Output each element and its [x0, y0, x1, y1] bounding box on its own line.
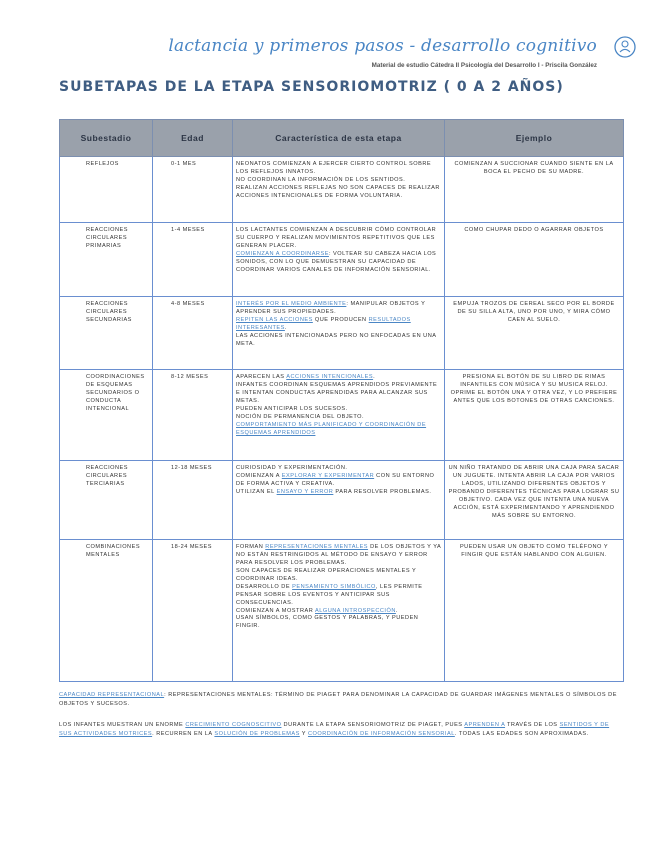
example-cell: PRESIONA EL BOTÓN DE SU LIBRO DE RIMAS INFANTILES CON MÚSICA Y SU MUSICA RELOJ. OPRIME EL BOTÓN UNA Y OTRA VEZ, Y LO PREFIERE ANTES QUE LOS BOTONES DE OTRAS CANCIONES.: [445, 370, 624, 461]
header-example: Ejemplo: [445, 120, 624, 157]
characteristic-line: [236, 185, 441, 201]
characteristic-text: PARA RESOLVER PROBLEMAS.: [333, 488, 432, 495]
age-cell: 18-24 MESES: [153, 540, 233, 682]
characteristic-text: COMIENZAN A MOSTRAR: [236, 607, 315, 614]
note-summary: [59, 721, 619, 738]
characteristic-line: [236, 301, 441, 317]
table-header-row: [60, 120, 624, 157]
age-cell: 0-1 MES: [153, 157, 233, 223]
note-representational: [59, 691, 619, 708]
characteristic-text: NO COORDINAN LA INFORMACIÓN DE LOS SENTIDOS.: [236, 176, 406, 183]
age-cell: 8-12 MESES: [153, 370, 233, 461]
characteristic-text: .: [395, 607, 398, 614]
substage-cell: COORDINACIONES DE ESQUEMAS SECUNDARIOS O CONDUCTA INTENCIONAL: [60, 370, 153, 461]
highlight-text: RESULTADOS INTERESANTES: [236, 316, 411, 331]
note-highlight: SENTIDOS Y DE SUS ACTIVIDADES MOTRICES: [59, 722, 610, 737]
table-row: [60, 297, 624, 370]
highlight-text: ENSAYO Y ERROR: [276, 488, 334, 495]
characteristics-cell: [233, 370, 445, 461]
substage-cell: REACCIONES CIRCULARES PRIMARIAS: [60, 223, 153, 297]
characteristic-line: [236, 473, 441, 489]
characteristic-line: [236, 406, 441, 414]
characteristic-text: .: [373, 374, 376, 380]
table-row: [60, 157, 624, 223]
characteristic-text: DESARROLLO DE: [236, 583, 293, 590]
characteristic-text: SON CAPACES DE REALIZAR OPERACIONES MENTALES Y COORDINAR IDEAS.: [236, 567, 417, 582]
example-cell: PUEDEN USAR UN OBJETO COMO TELÉFONO Y FINGIR QUE ESTÁN HABLANDO CON ALGUIEN.: [445, 540, 624, 682]
note-term: CAPACIDAD REPRESENTACIONAL: [59, 692, 165, 698]
highlight-text: ALGUNA INTROSPECCIÓN: [315, 607, 396, 614]
characteristic-line: [236, 333, 441, 349]
highlight-text: PENSAMIENTO SIMBÓLICO: [292, 583, 376, 590]
characteristic-text: PUEDEN ANTICIPAR LOS SUCESOS.: [236, 405, 348, 412]
characteristic-text: FORMAN: [236, 544, 266, 550]
header-age: Edad: [153, 120, 233, 157]
characteristic-text: INFANTES COORDINAN ESQUEMAS APRENDIDOS PREVIAMENTE E INTENTAN CONDUCTAS APRENDIDAS PARA ALCANZAR SUS METAS.: [236, 381, 438, 404]
example-cell: UN NIÑO TRATANDO DE ABRIR UNA CAJA PARA SACAR UN JUGUETE. INTENTA ABRIR LA CAJA POR VARIOS LADOS, UTILIZANDO DIFERENTES OBJETOS Y PROBANDO DIFERENTES TÉCNICAS PARA LOGRAR SU OBJETIVO. CADA VEZ QUE INTENTA UNA NUEVA ACCIÓN, ESTÁ EXPERIMENTANDO Y APRENDIENDO MÁS SOBRE SU ENTORNO.: [445, 461, 624, 540]
table-row: [60, 370, 624, 461]
highlight-text: ACCIONES INTENCIONALES: [286, 374, 374, 380]
note-text: Y: [299, 730, 308, 737]
characteristic-line: [236, 465, 441, 473]
characteristic-text: DE LOS OBJETOS Y YA NO ESTÁN RESTRINGIDOS AL MÉTODO DE ENSAYO Y ERROR PARA RESOLVER LOS PROBLEMAS.: [236, 544, 441, 566]
highlight-text: EXPLORAR Y EXPERIMENTAR: [281, 472, 375, 479]
substage-cell: COMBINACIONES MENTALES: [60, 540, 153, 682]
characteristic-text: USAN SÍMBOLOS, COMO GESTOS Y PALABRAS, Y PUEDEN FINGIR.: [236, 615, 419, 630]
characteristic-line: [236, 317, 441, 333]
substages-table: [59, 119, 624, 682]
note-definition: : REPRESENTACIONES MENTALES: TÉRMINO DE PIAGET PARA DENOMINAR LA CAPACIDAD DE GUARDAR IMÁGENES MENTALES O SÍMBOLOS DE OBJETOS Y SUCESOS.: [59, 692, 617, 707]
age-cell: 12-18 MESES: [153, 461, 233, 540]
characteristic-text: NEONATOS COMIENZAN A EJERCER CIERTO CONTROL SOBRE LOS REFLEJOS INNATOS.: [236, 161, 432, 175]
characteristics-cell: [233, 223, 445, 297]
example-cell: COMIENZAN A SUCCIONAR CUANDO SIENTE EN LA BOCA EL PECHO DE SU MADRE.: [445, 157, 624, 223]
note-text: LOS INFANTES MUESTRAN UN ENORME: [59, 722, 186, 728]
characteristic-text: QUE PRODUCEN: [312, 316, 369, 323]
baby-logo-icon: [614, 36, 636, 58]
characteristic-line: [236, 489, 441, 497]
characteristic-text: REALIZAN ACCIONES REFLEJAS NO SON CAPACES DE REALIZAR ACCIONES INTENCIONALES DE FORMA VOLUNTARIA.: [236, 184, 440, 199]
characteristic-text: APARECEN LAS: [236, 374, 287, 380]
highlight-text: REPITEN LAS ACCIONES: [236, 316, 313, 323]
note-text: . TODAS LAS EDADES SON APROXIMADAS.: [454, 730, 589, 737]
table-row: [60, 223, 624, 297]
characteristics-cell: [233, 461, 445, 540]
header-characteristics: Característica de esta etapa: [233, 120, 445, 157]
characteristic-line: [236, 227, 441, 251]
table-row: [60, 540, 624, 682]
header-substage: Subestadio: [60, 120, 153, 157]
characteristic-line: [236, 382, 441, 406]
table-row: [60, 461, 624, 540]
highlight-text: COMIENZAN A COORDINARSE: [236, 250, 329, 257]
characteristic-line: [236, 414, 441, 422]
example-cell: EMPUJA TROZOS DE CEREAL SECO POR EL BORDE DE SU SILLA ALTA, UNO POR UNO, Y MIRA CÓMO CAEN AL SUELO.: [445, 297, 624, 370]
note-highlight: SOLUCIÓN DE PROBLEMAS: [214, 730, 300, 737]
example-cell: COMO CHUPAR DEDO O AGARRAR OBJETOS: [445, 223, 624, 297]
characteristic-line: [236, 251, 441, 275]
age-cell: 1-4 MESES: [153, 223, 233, 297]
characteristic-line: [236, 544, 441, 568]
header-title: lactancia y primeros pasos - desarrollo cognitivo: [168, 36, 597, 56]
characteristic-line: [236, 422, 441, 438]
note-highlight: APRENDEN A: [464, 722, 506, 728]
characteristic-text: COMIENZAN A: [236, 472, 282, 479]
characteristic-text: CON SU ENTORNO DE FORMA ACTIVA Y CREATIVA.: [236, 472, 435, 487]
characteristic-text: NOCIÓN DE PERMANENCIA DEL OBJETO.: [236, 413, 365, 420]
characteristic-text: LOS LACTANTES COMIENZAN A DESCUBRIR CÓMO CONTROLAR SU CUERPO Y REALIZAN MOVIMIENTOS REPETITIVOS QUE LES GENERAN PLACER.: [236, 227, 437, 249]
characteristics-cell: [233, 540, 445, 682]
characteristic-text: : MANIPULAR OBJETOS Y APRENDER SUS PROPIEDADES.: [236, 301, 426, 315]
note-text: TRAVÉS DE LOS: [505, 722, 560, 728]
characteristic-text: .: [284, 324, 287, 331]
characteristic-text: : VOLTEAR SU CABEZA HACIA LOS SONIDOS, CON LO QUE DEMUESTRAN SU CAPACIDAD DE COORDINAR VARIOS CANALES DE INFORMACIÓN SENSORIAL.: [236, 250, 437, 273]
characteristic-text: UTILIZAN EL: [236, 488, 277, 495]
characteristic-line: [236, 161, 441, 177]
age-cell: 4-8 MESES: [153, 297, 233, 370]
characteristics-cell: [233, 297, 445, 370]
characteristic-line: [236, 615, 441, 631]
note-text: DURANTE LA ETAPA SENSORIOMOTRIZ DE PIAGET, PUES: [281, 722, 465, 728]
highlight-text: INTERÉS POR EL MEDIO AMBIENTE: [236, 301, 347, 307]
substage-cell: REACCIONES CIRCULARES TERCIARIAS: [60, 461, 153, 540]
page-title: SUBETAPAS DE LA ETAPA SENSORIOMOTRIZ ( 0 A 2 AÑOS): [59, 79, 564, 95]
characteristic-line: [236, 568, 441, 584]
characteristic-line: [236, 584, 441, 608]
characteristic-line: [236, 374, 441, 382]
characteristic-line: [236, 177, 441, 185]
characteristics-cell: [233, 157, 445, 223]
substage-cell: REFLEJOS: [60, 157, 153, 223]
highlight-text: REPRESENTACIONES MENTALES: [265, 544, 369, 550]
header-subtitle: Material de estudio Cátedra II Psicología del Desarrollo I - Priscila González: [371, 62, 597, 69]
note-text: . RECURREN EN LA: [152, 730, 215, 737]
note-highlight: COORDINACIÓN DE INFORMACIÓN SENSORIAL: [307, 730, 455, 737]
characteristic-text: , LES PERMITE PENSAR SOBRE LOS EVENTOS Y ANTICIPAR SUS CONSECUENCIAS.: [236, 583, 423, 606]
highlight-text: COMPORTAMIENTO MÁS PLANIFICADO Y COORDINACIÓN DE ESQUEMAS APRENDIDOS: [236, 421, 427, 436]
note-highlight: CRECIMIENTO COGNOSCITIVO: [185, 722, 282, 728]
characteristic-text: CURIOSIDAD Y EXPERIMENTACIÓN.: [236, 465, 348, 471]
substage-cell: REACCIONES CIRCULARES SECUNDARIAS: [60, 297, 153, 370]
characteristic-text: LAS ACCIONES INTENCIONADAS PERO NO ENFOCADAS EN UNA META.: [236, 332, 437, 347]
